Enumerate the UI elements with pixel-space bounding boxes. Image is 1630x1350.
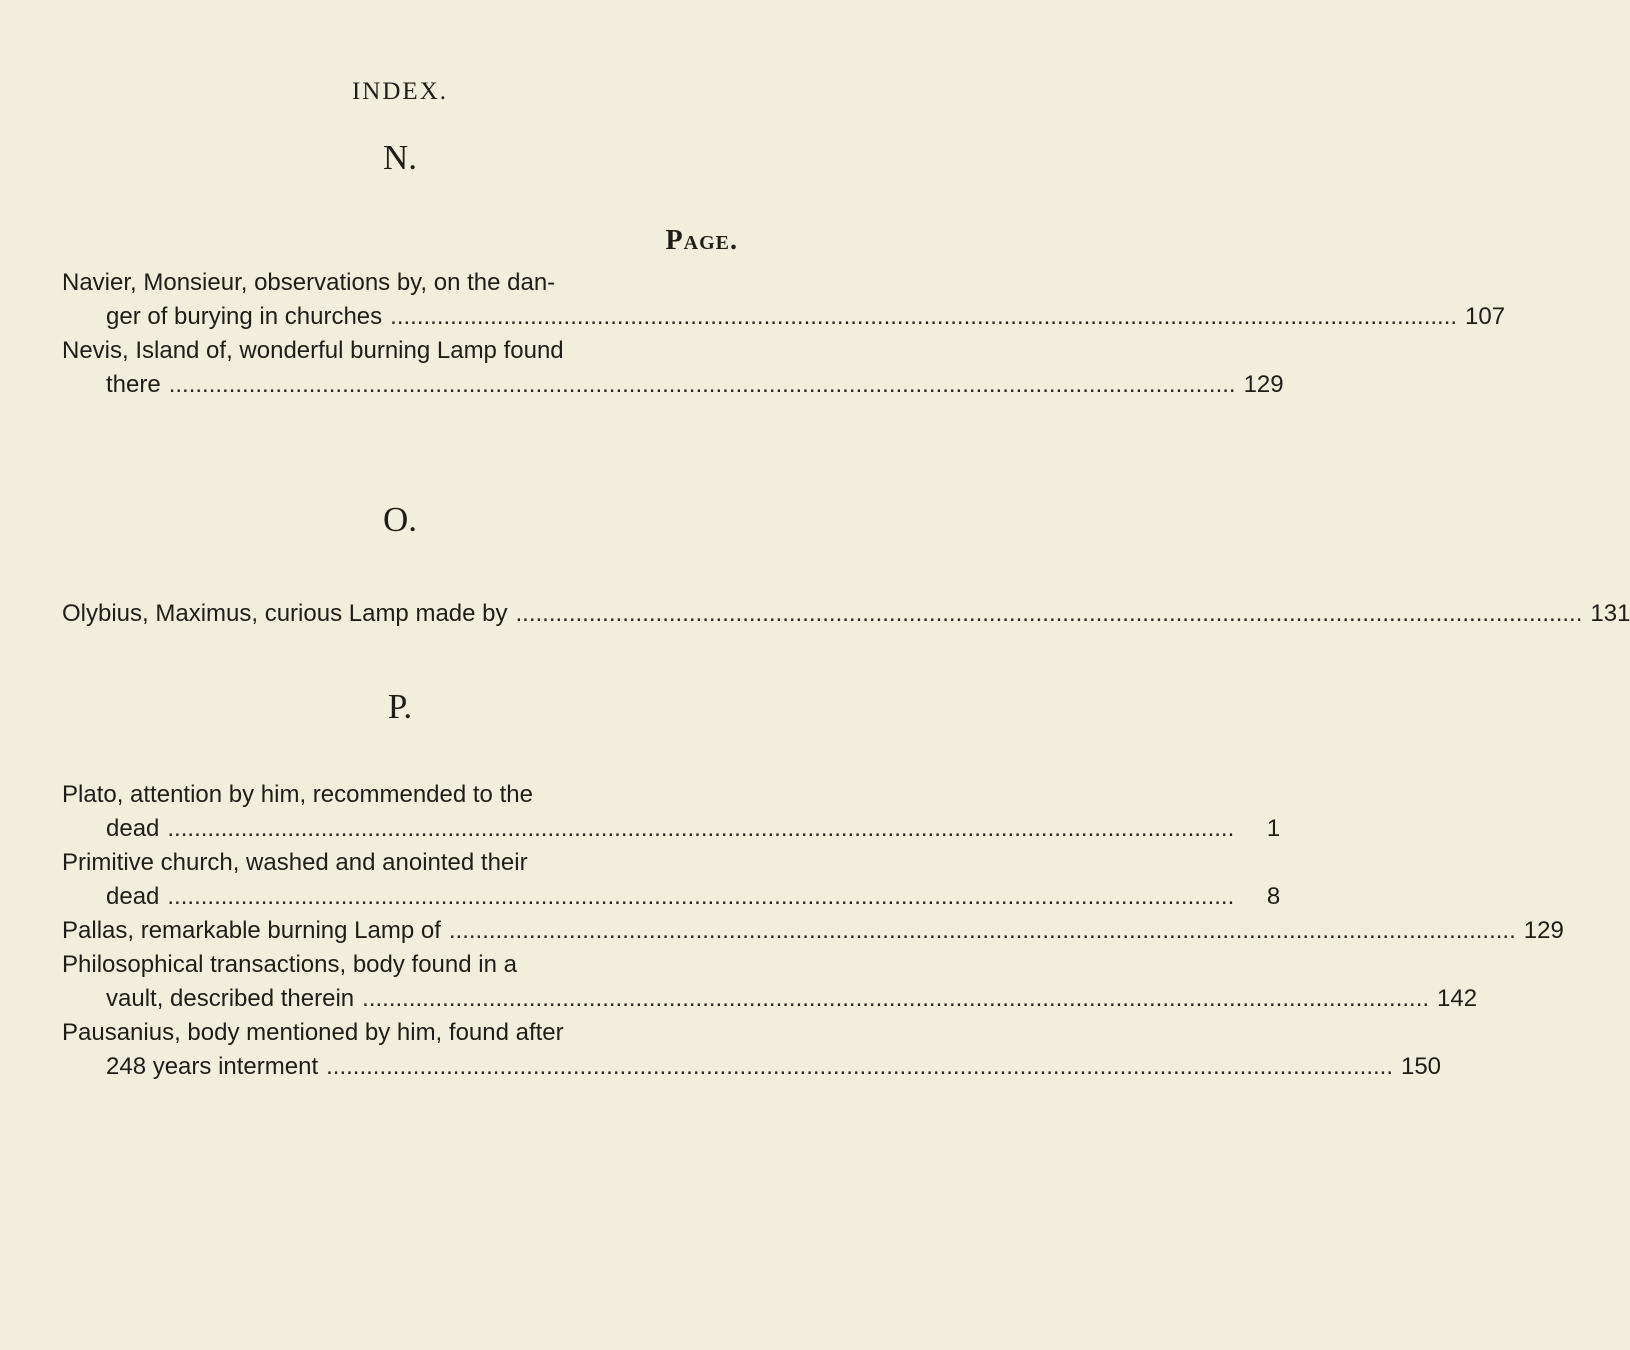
- page-number: 107: [1465, 303, 1506, 330]
- page-number: 129: [1243, 371, 1284, 398]
- entry-last-line: [62, 982, 1478, 1016]
- index-entry-philosophical-transactions: [62, 948, 1478, 1016]
- entry-line-text: vault, described therein: [106, 985, 355, 1012]
- entry-last-line: [62, 597, 1630, 631]
- page-number: 142: [1437, 985, 1478, 1012]
- page-column-label: Page.: [665, 225, 738, 256]
- entry-line: Philosophical transactions, body found in a: [62, 951, 517, 978]
- entry-line: Navier, Monsieur, observations by, on the dan-: [62, 269, 556, 296]
- index-entry-pausanius: [62, 1016, 1442, 1084]
- entry-last-line: [62, 300, 1506, 334]
- leader-dots: ................................................................................................................................................................: [168, 371, 1236, 398]
- leader-dots: ................................................................................................................................................................: [448, 917, 1516, 944]
- leader-dots: ................................................................................................................................................................: [390, 303, 1458, 330]
- index-entry-pallas: [62, 914, 1564, 948]
- leader-dots: ................................................................................................................................................................: [167, 883, 1235, 910]
- entry-line-text: 248 years interment: [106, 1053, 319, 1080]
- entry-last-line: [62, 880, 1281, 914]
- entry-line-text: ger of burying in churches: [106, 303, 383, 330]
- entry-line-text: dead: [106, 815, 160, 842]
- entry-line: Nevis, Island of, wonderful burning Lamp found: [62, 337, 564, 364]
- entry-last-line: [62, 914, 1564, 948]
- entry-last-line: [62, 812, 1281, 846]
- section-letter-o: O.: [382, 500, 418, 539]
- leader-dots: ................................................................................................................................................................: [362, 985, 1430, 1012]
- page-number: 129: [1523, 917, 1564, 944]
- entry-line-text: dead: [106, 883, 160, 910]
- index-entry-olybius: [62, 597, 1630, 631]
- leader-dots: ................................................................................................................................................................: [326, 1053, 1393, 1080]
- entry-last-line: [62, 1050, 1442, 1084]
- running-head: INDEX.: [351, 78, 448, 105]
- page-number: 150: [1400, 1053, 1442, 1080]
- index-entry-plato: [62, 778, 1281, 846]
- leader-dots: ................................................................................................................................................................: [515, 600, 1583, 627]
- page-number: 1: [1266, 815, 1281, 842]
- entry-line: Primitive church, washed and anointed their: [62, 849, 528, 876]
- entry-line-text: Pallas, remarkable burning Lamp of: [62, 917, 441, 944]
- entry-line-text: there: [106, 371, 161, 398]
- page-number: 8: [1266, 883, 1281, 910]
- page-number: 131: [1590, 600, 1630, 627]
- entry-line: Pausanius, body mentioned by him, found after: [62, 1019, 564, 1046]
- entry-line-text: Olybius, Maximus, curious Lamp made by: [62, 600, 508, 627]
- index-entry-navier: [62, 266, 1506, 334]
- entry-last-line: [62, 368, 1284, 402]
- section-letter-n: N.: [382, 138, 418, 177]
- leader-dots: ................................................................................................................................................................: [167, 815, 1235, 842]
- index-entry-primitive-church: [62, 846, 1281, 914]
- section-letter-p: P.: [387, 687, 413, 726]
- index-entry-nevis: [62, 334, 1284, 402]
- entry-line: Plato, attention by him, recommended to the: [62, 781, 533, 808]
